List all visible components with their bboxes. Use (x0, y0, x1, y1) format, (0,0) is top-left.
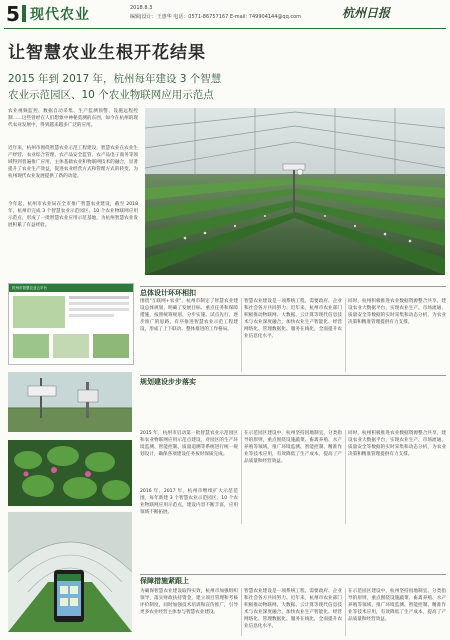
section-3-column-2: 智慧农业建设是一项系统工程，需要政府、企业和社会各方共同努力。近年来，杭州市农业部门积极推动物联网、大数据、云计算等现代信息技术与农业深度融合，加快农业生产智能化、经营网络化、管理数据化、服务在线化，全面提升农业信息化水平。 (244, 589, 342, 629)
section-3-column-3: 在示范园区建设中，杭州坚持因地制宜、分类指导的原则，重点围绕设施蔬菜、畜禽养殖、水产养殖等领域，推广环境监测、智能控制、精准作业等技术应用，有效降低了生产成本，提高了产品质量和经营效益。 (348, 589, 446, 622)
column-2-text: 在示范园区建设中，杭州坚持因地制宜、分类指导的原则，重点围绕设施蔬菜、畜禽养殖、水产养殖等领域，推广环境监测、智能控制、精准作业等技术应用，有效降低了生产成本，提高了产品质量和经营效益。 (244, 431, 342, 464)
section-3-rule (140, 574, 446, 575)
article-headline: 让智慧农业生根开花结果 (8, 43, 206, 63)
intro-paragraph-3: 今年起，杭州市农业局在全市推广智慧农业建设，截至 2018 年，杭州市完成 3 个智慧农业示范园区、10 个农业物联网应用示范点，形成了一批智慧农业应用示范基地，为杭州智慧农业发展积累了有益经验。 (8, 202, 138, 228)
web-platform-screenshot (8, 283, 134, 365)
web-screenshot-title: 杭州市智慧农业云平台 (12, 285, 47, 290)
section-3-title: 保障措施紧跟上 (140, 577, 189, 585)
intro-paragraph-2: 近年来，杭州市围绕智慧农业示范工程建设，智慧农业在农业生产经营、农业综合管理、农产品安全监管、农产品电子商务等领域得到普遍推广应用，主体基础农业和物联网技术的融合，显著提升了农业生产效益，促进农业经营方式和管理方式的转变，为杭州现代农业发展提供了新的动能。 (8, 146, 138, 179)
issue-date: 2018.8.3 (130, 5, 153, 11)
section-1-title: 总体设计环环相扣 (140, 289, 196, 297)
column-divider (241, 430, 242, 524)
column-divider (345, 298, 346, 372)
page-header (0, 0, 450, 30)
column-divider (345, 430, 346, 524)
column-3-text: 同时，杭州积极推进农业数据资源整合共享，建设农业大数据平台，实现农业生产、市场流通、质量安全等数据的实时采集和动态分析，为农业决策和精准管理提供有力支撑。 (348, 299, 446, 325)
section-accent-bar (22, 5, 26, 22)
section-2-rule (140, 375, 446, 376)
article-subhead-line-1: 2015 年到 2017 年，杭州每年建设 3 个智慧 (8, 73, 222, 85)
column-divider (241, 588, 242, 636)
page-number: 5 (6, 2, 20, 26)
phone-app-photo (8, 512, 132, 632)
section-1-rule (140, 286, 446, 287)
editor-contact: 编辑|设计：王惠华 电话：0571-86757167 E-mail: 749904144@qq.com (130, 14, 302, 20)
section-2-paragraph-1: 2015 年，杭州市启动第一批智慧农业示范园区和农业物联网应用示范点建设，对园区的生产环境监测、智能控制、质量追溯等系统进行统一规划设计，确保各项建设任务按时保质完成。 (140, 431, 238, 457)
section-2-title: 规划建设步步落实 (140, 378, 196, 386)
section-title: 现代农业 (30, 7, 90, 23)
article-subhead-line-2: 农业示范园区、10 个农业物联网应用示范点 (8, 89, 214, 101)
vegetable-crop-photo (8, 440, 132, 506)
section-2-paragraph-2: 2016 年、2017 年，杭州市继续扩大示范范围，每年新建 3 个智慧农业示范园区、10 个农业物联网应用示范点，建设内容不断丰富，应用领域不断拓展。 (140, 489, 238, 515)
intro-paragraph-1: 农业视频监控、数据自动采集、生产监测预警、设施远程控制……这些曾经在人们想象中神秘莫测的东西，如今在杭州的现代农业发展中，得到越来越多广泛的应用。 (8, 109, 138, 128)
greenhouse-photo (145, 108, 445, 275)
section-3-text: 为确保智慧农业建设取得实效，杭州市加强组织领导，落实财政扶持资金，建立项目管理和考核评价制度，同时加强技术培训和宣传推广，引导更多农业经营主体参与智慧农业建设。 (140, 589, 238, 615)
column-3b-text: 同时，杭州积极推进农业数据资源整合共享，建设农业大数据平台，实现农业生产、市场流通、质量安全等数据的实时采集和动态分析，为农业决策和精准管理提供有力支撑。 (348, 431, 446, 457)
column-divider (241, 298, 242, 372)
section-1-text: 围绕"互联网+农业"，杭州市制定了智慧农业建设总体规划，明确了发展目标、重点任务和保障措施，按照统筹规划、分步实施、试点先行、逐步推广的思路，有序推进智慧农业示范工程建设，形成了上下联动、整体推进的工作格局。 (140, 299, 238, 332)
column-divider (345, 588, 346, 636)
web-screenshot-map (13, 296, 65, 328)
column-1-text: 智慧农业建设是一项系统工程，需要政府、企业和社会各方共同努力。近年来，杭州市农业部门积极推动物联网、大数据、云计算等现代信息技术与农业深度融合，加快农业生产智能化、经营网络化、管理数据化、服务在线化，全面提升农业信息化水平。 (244, 299, 342, 339)
header-divider (4, 28, 446, 29)
masthead-logo: 杭州日报 (342, 6, 391, 20)
sensor-station-photo (8, 372, 132, 432)
